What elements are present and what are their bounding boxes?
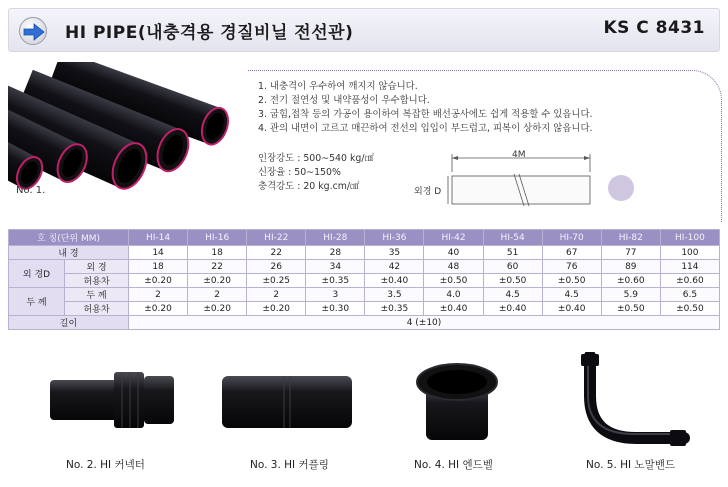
table-header-cell: HI-54 [483, 230, 542, 246]
table-cell: 2 [247, 288, 306, 302]
table-cell: ±0.20 [129, 302, 188, 316]
table-row-label: 허용차 [65, 274, 129, 288]
coupling-image [218, 372, 356, 432]
feature-item: 4. 관의 내면이 고르고 매끈하여 전선의 입입이 부드럽고, 피복이 상하지 않읍니다. [258, 123, 593, 134]
feature-item: 2. 전기 절연성 및 내약품성이 우수합니다. [258, 95, 430, 106]
table-cell: 4.5 [483, 288, 542, 302]
table-row-label: 두 께 [65, 288, 129, 302]
accessory-caption: No. 5. HI 노말밴드 [586, 459, 676, 471]
table-cell: 42 [365, 260, 424, 274]
table-cell: 5.9 [601, 288, 660, 302]
hi-pipe-photo [8, 62, 244, 190]
accessory-caption: No. 4. HI 엔드벨 [414, 459, 493, 471]
table-row [9, 288, 720, 302]
table-row-label: 내 경 [9, 246, 129, 260]
table-cell: 28 [306, 246, 365, 260]
title-banner [8, 8, 720, 52]
end-bell-image [414, 360, 500, 444]
table-cell: ±0.25 [247, 274, 306, 288]
table-cell: 22 [188, 260, 247, 274]
table-cell: 77 [601, 246, 660, 260]
table-cell: ±0.60 [660, 274, 719, 288]
table-row-label: 길이 [9, 316, 129, 330]
table-cell: ±0.35 [365, 302, 424, 316]
table-group-label: 외 경D [9, 260, 65, 288]
length-label: 4M [512, 150, 526, 160]
table-row [9, 246, 720, 260]
table-header-cell: HI-100 [660, 230, 719, 246]
table-header-cell: HI-14 [129, 230, 188, 246]
table-cell: 51 [483, 246, 542, 260]
elongation: 신장율 : 50∼150% [258, 167, 341, 178]
product-caption-no1: No. 1. [16, 185, 46, 196]
table-cell: 76 [542, 260, 601, 274]
table-cell: 3.5 [365, 288, 424, 302]
decorative-circle [608, 175, 634, 201]
table-header-cell: HI-70 [542, 230, 601, 246]
dimension-table [8, 229, 720, 330]
table-cell: ±0.30 [306, 302, 365, 316]
table-cell: ±0.50 [483, 274, 542, 288]
table-header-row [9, 230, 720, 246]
table-cell: ±0.20 [129, 274, 188, 288]
tensile-strength: 인장강도 : 500∼540 kg/㎠ [258, 153, 374, 164]
accessory-caption: No. 3. HI 커플링 [250, 459, 329, 471]
table-cell: 60 [483, 260, 542, 274]
physical-specs [258, 152, 374, 194]
table-cell: 2 [129, 288, 188, 302]
table-cell: 6.5 [660, 288, 719, 302]
arrow-right-icon [19, 17, 47, 45]
table-row-label: 외 경 [65, 260, 129, 274]
table-cell: ±0.50 [424, 274, 483, 288]
table-cell: 67 [542, 246, 601, 260]
table-row [9, 260, 720, 274]
table-cell: ±0.35 [306, 274, 365, 288]
impact-strength: 충격강도 : 20 kg.cm/㎠ [258, 181, 360, 192]
table-cell: 3 [306, 288, 365, 302]
table-cell: ±0.50 [601, 302, 660, 316]
table-row [9, 316, 720, 330]
table-cell: 18 [188, 246, 247, 260]
table-cell: ±0.50 [542, 274, 601, 288]
table-cell: 40 [424, 246, 483, 260]
table-header-cell: HI-82 [601, 230, 660, 246]
table-row [9, 274, 720, 288]
table-cell: 4 (±10) [129, 316, 720, 330]
normal-bend-image [566, 352, 690, 448]
table-header-cell: HI-28 [306, 230, 365, 246]
table-header-cell: HI-36 [365, 230, 424, 246]
pipe-dimension-diagram [404, 150, 604, 212]
table-cell: 35 [365, 246, 424, 260]
feature-list [258, 80, 593, 136]
table-cell: 114 [660, 260, 719, 274]
page-title: HI PIPE(내충격용 경질비닐 전선관) [65, 23, 354, 43]
table-cell: ±0.40 [542, 302, 601, 316]
table-header-cell: HI-16 [188, 230, 247, 246]
table-cell: ±0.60 [601, 274, 660, 288]
table-cell: 34 [306, 260, 365, 274]
table-cell: 4.5 [542, 288, 601, 302]
table-cell: ±0.20 [188, 274, 247, 288]
connector-image [44, 366, 180, 434]
table-cell: 48 [424, 260, 483, 274]
feature-item: 1. 내충격이 우수하여 깨지지 않습니다. [258, 81, 418, 92]
table-cell: ±0.50 [660, 302, 719, 316]
table-cell: ±0.20 [188, 302, 247, 316]
table-cell: 22 [247, 246, 306, 260]
table-cell: 18 [129, 260, 188, 274]
table-header-cell: HI-22 [247, 230, 306, 246]
table-cell: 26 [247, 260, 306, 274]
table-cell: 100 [660, 246, 719, 260]
table-cell: 14 [129, 246, 188, 260]
table-header-cell: 호 칭(단위 MM) [9, 230, 129, 246]
table-row [9, 302, 720, 316]
table-row-label: 허용차 [65, 302, 129, 316]
table-cell: ±0.40 [424, 302, 483, 316]
table-group-label: 두 께 [9, 288, 65, 316]
table-cell: 89 [601, 260, 660, 274]
table-cell: 4.0 [424, 288, 483, 302]
table-cell: ±0.40 [365, 274, 424, 288]
table-cell: ±0.40 [483, 302, 542, 316]
accessory-caption: No. 2. HI 커넥터 [66, 459, 145, 471]
feature-item: 3. 굽힘,접착 등의 가공이 용이하여 복잡한 배선공사에도 쉽게 적용할 수 있읍니다. [258, 109, 593, 120]
table-cell: ±0.20 [247, 302, 306, 316]
diameter-label: 외경 D [414, 187, 442, 197]
table-cell: 2 [188, 288, 247, 302]
table-header-cell: HI-42 [424, 230, 483, 246]
ks-standard-code: KS C 8431 [603, 18, 705, 38]
